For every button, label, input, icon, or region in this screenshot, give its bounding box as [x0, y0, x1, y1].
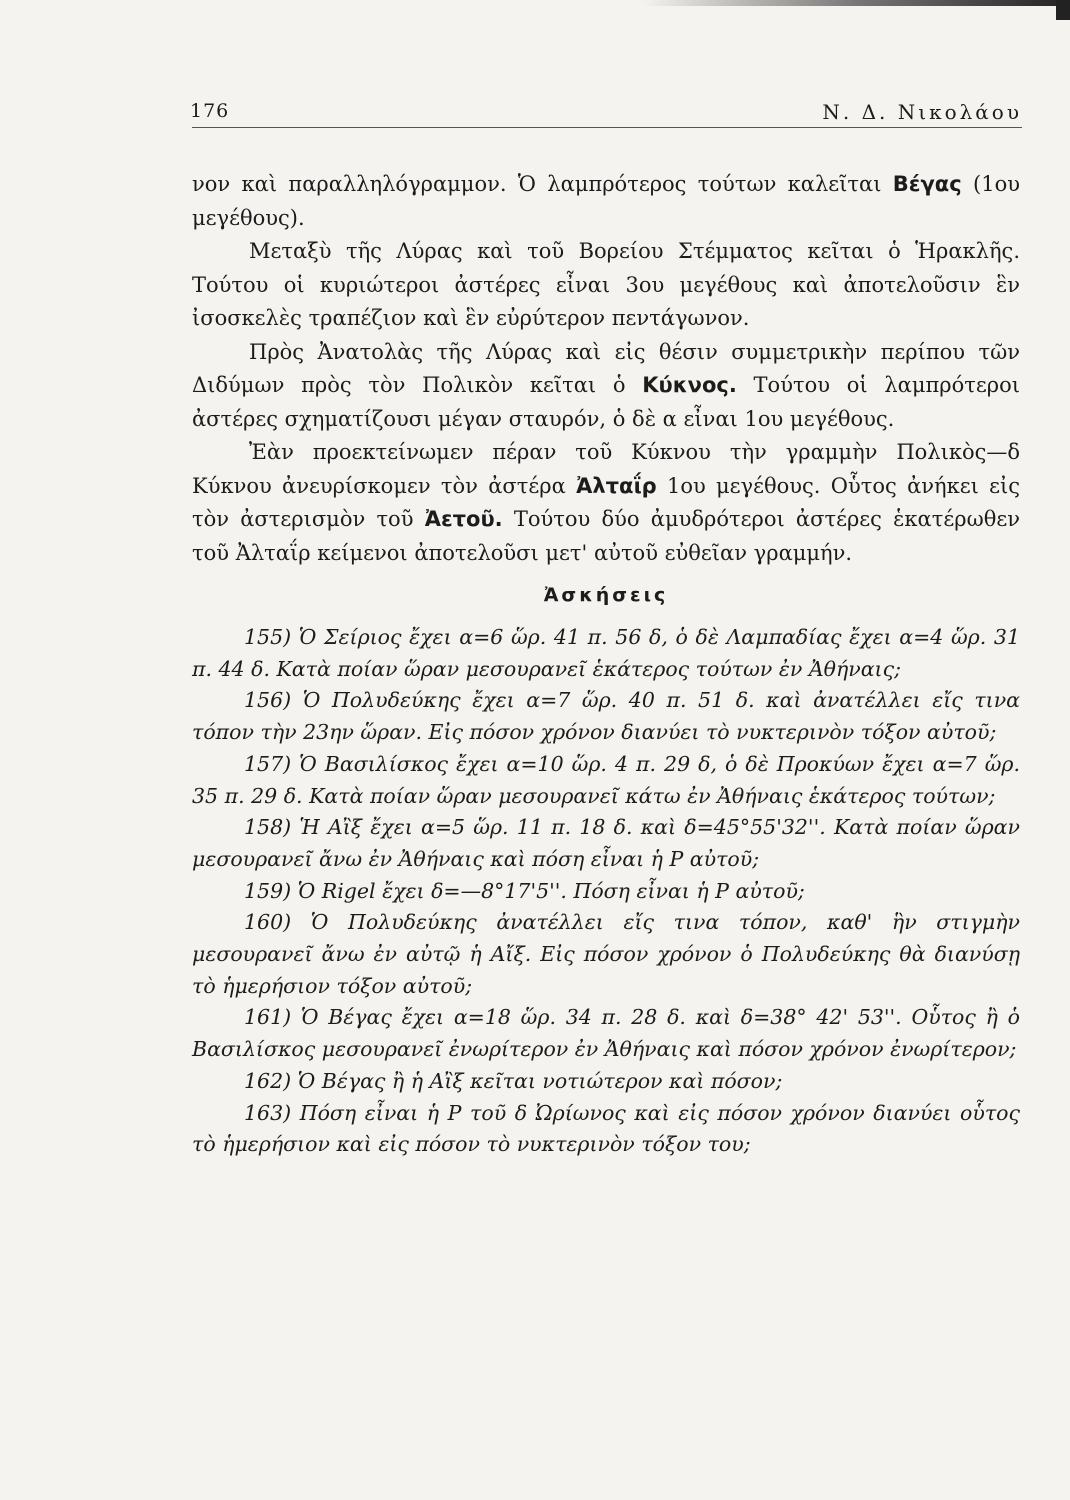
text-run: νον καὶ παραλληλόγραμμον. Ὁ λαμπρότερος τούτων καλεῖται: [192, 172, 893, 196]
text-run: Πρὸς Ἀνατολὰς τῆς Λύρας καὶ εἰς θέσιν συμμετρικὴν περίπου τῶν Διδύμων πρὸς τὸν Πολικὸν κεῖται ὁ: [192, 339, 1020, 397]
body-paragraph: [192, 235, 1020, 336]
header-rule: [192, 127, 1022, 128]
body-paragraph: [192, 336, 1020, 437]
exercise-item: 162) Ὁ Βέγας ἢ ἡ Αἲξ κεῖται νοτιώτερον καὶ πόσον;: [244, 1068, 783, 1093]
page-content: [192, 168, 1020, 1161]
exercise-list: [192, 622, 1020, 1161]
text-run: Μεταξὺ τῆς Λύρας καὶ τοῦ Βορείου Στέμματος κεῖται ὁ Ἡρακλῆς. Τούτου οἱ κυριώτεροι ἀστέρες εἶναι 3ου μεγέθους καὶ ἀποτελοῦσιν ἓν ἰσοσκελὲς τραπέζιον καὶ ἓν εὐρύτερον πεντάγωνον.: [192, 239, 1020, 330]
text-run: Τούτου οἱ λαμπρότεροι ἀστέρες σχηματίζουσι μέγαν σταυρόν, ὁ δὲ α εἶναι 1ου μεγέθους.: [192, 373, 1020, 431]
page-number: 176: [190, 100, 230, 122]
exercise-item: 160) Ὁ Πολυδεύκης ἀνατέλλει εἴς τινα τόπον, καθ' ἣν στιγμὴν μεσουρανεῖ ἄνω ἐν αὐτῷ ἡ Αἴξ. Εἰς πόσον χρόνον ὁ Πολυδεύκης θὰ διανύσῃ τὸ ἡμερήσιον τόξον αὐτοῦ;: [192, 910, 1020, 998]
text-run: Τούτου δύο ἀμυδρότεροι ἀστέρες ἑκατέρωθεν τοῦ Ἀλταΐρ κείμενοι ἀποτελοῦσι μετ' αὐτοῦ εὐθεῖαν γραμμήν.: [192, 507, 1020, 565]
exercise-item: 161) Ὁ Βέγας ἔχει α=18 ὥρ. 34 π. 28 δ. καὶ δ=38° 42' 53''. Οὗτος ἢ ὁ Βασιλίσκος μεσουρανεῖ ἐνωρίτερον ἐν Ἀθήναις καὶ πόσον χρόνον ἐνωρίτερον;: [192, 1005, 1020, 1062]
body-text: [192, 168, 1020, 570]
text-run: (1ου μεγέθους).: [192, 172, 1020, 230]
text-run: 1ου μεγέθους. Οὗτος ἀνήκει εἰς τὸν ἀστερισμὸν τοῦ: [192, 473, 1021, 531]
exercise-item: 163) Πόση εἶναι ἡ P τοῦ δ Ὠρίωνος καὶ εἰς πόσον χρόνον διανύει οὗτος τὸ ἡμερήσιον καὶ εἰς πόσον τὸ νυκτερινὸν τόξον του;: [192, 1100, 1020, 1157]
bold-term: Κύκνος.: [642, 373, 737, 397]
body-paragraph: [192, 168, 1020, 235]
exercise-item: 155) Ὁ Σείριος ἔχει α=6 ὥρ. 41 π. 56 δ, ὁ δὲ Λαμπαδίας ἔχει α=4 ὥρ. 31 π. 44 δ. Κατὰ ποίαν ὥραν μεσουρανεῖ ἑκάτερος τούτων ἐν Ἀθήναις;: [192, 625, 1020, 681]
exercises-heading: Ἀσκήσεις: [543, 584, 669, 606]
bold-term: Ἀετοῦ.: [424, 507, 503, 531]
running-head: Ν. Δ. Νικολάου: [822, 100, 1022, 124]
bold-term: Βέγας: [892, 172, 962, 196]
bold-term: Ἀλταΐρ: [576, 473, 657, 498]
text-run: Ἐὰν προεκτείνωμεν πέραν τοῦ Κύκνου τὴν γραμμὴν Πολικὸς—δ Κύκνου ἀνευρίσκομεν τὸν ἀστέρα: [192, 440, 1020, 498]
exercise-item: 158) Ἡ Αἲξ ἔχει α=5 ὥρ. 11 π. 18 δ. καὶ δ=45°55'32''. Κατὰ ποίαν ὥραν μεσουρανεῖ ἄνω ἐν Ἀθήναις καὶ πόση εἶναι ἡ P αὐτοῦ;: [192, 815, 1020, 871]
scan-corner-shadow: [1056, 0, 1070, 20]
body-paragraph: [192, 436, 1020, 570]
exercise-item: 157) Ὁ Βασιλίσκος ἔχει α=10 ὥρ. 4 π. 29 δ, ὁ δὲ Προκύων ἔχει α=7 ὥρ. 35 π. 29 δ. Κατὰ ποίαν ὥραν μεσουρανεῖ κάτω ἐν Ἀθήναις ἑκάτερος τούτων;: [192, 751, 1020, 808]
exercise-item: 159) Ὁ Rigel ἔχει δ=—8°17'5''. Πόση εἶναι ἡ P αὐτοῦ;: [244, 878, 805, 903]
scan-edge-shadow: [0, 0, 1070, 6]
page-header: [190, 100, 1022, 130]
exercise-item: 156) Ὁ Πολυδεύκης ἔχει α=7 ὥρ. 40 π. 51 δ. καὶ ἀνατέλλει εἴς τινα τόπον τὴν 23ην ὥραν. Εἰς πόσον χρόνον διανύει τὸ νυκτερινὸν τόξον αὐτοῦ;: [192, 688, 1020, 745]
